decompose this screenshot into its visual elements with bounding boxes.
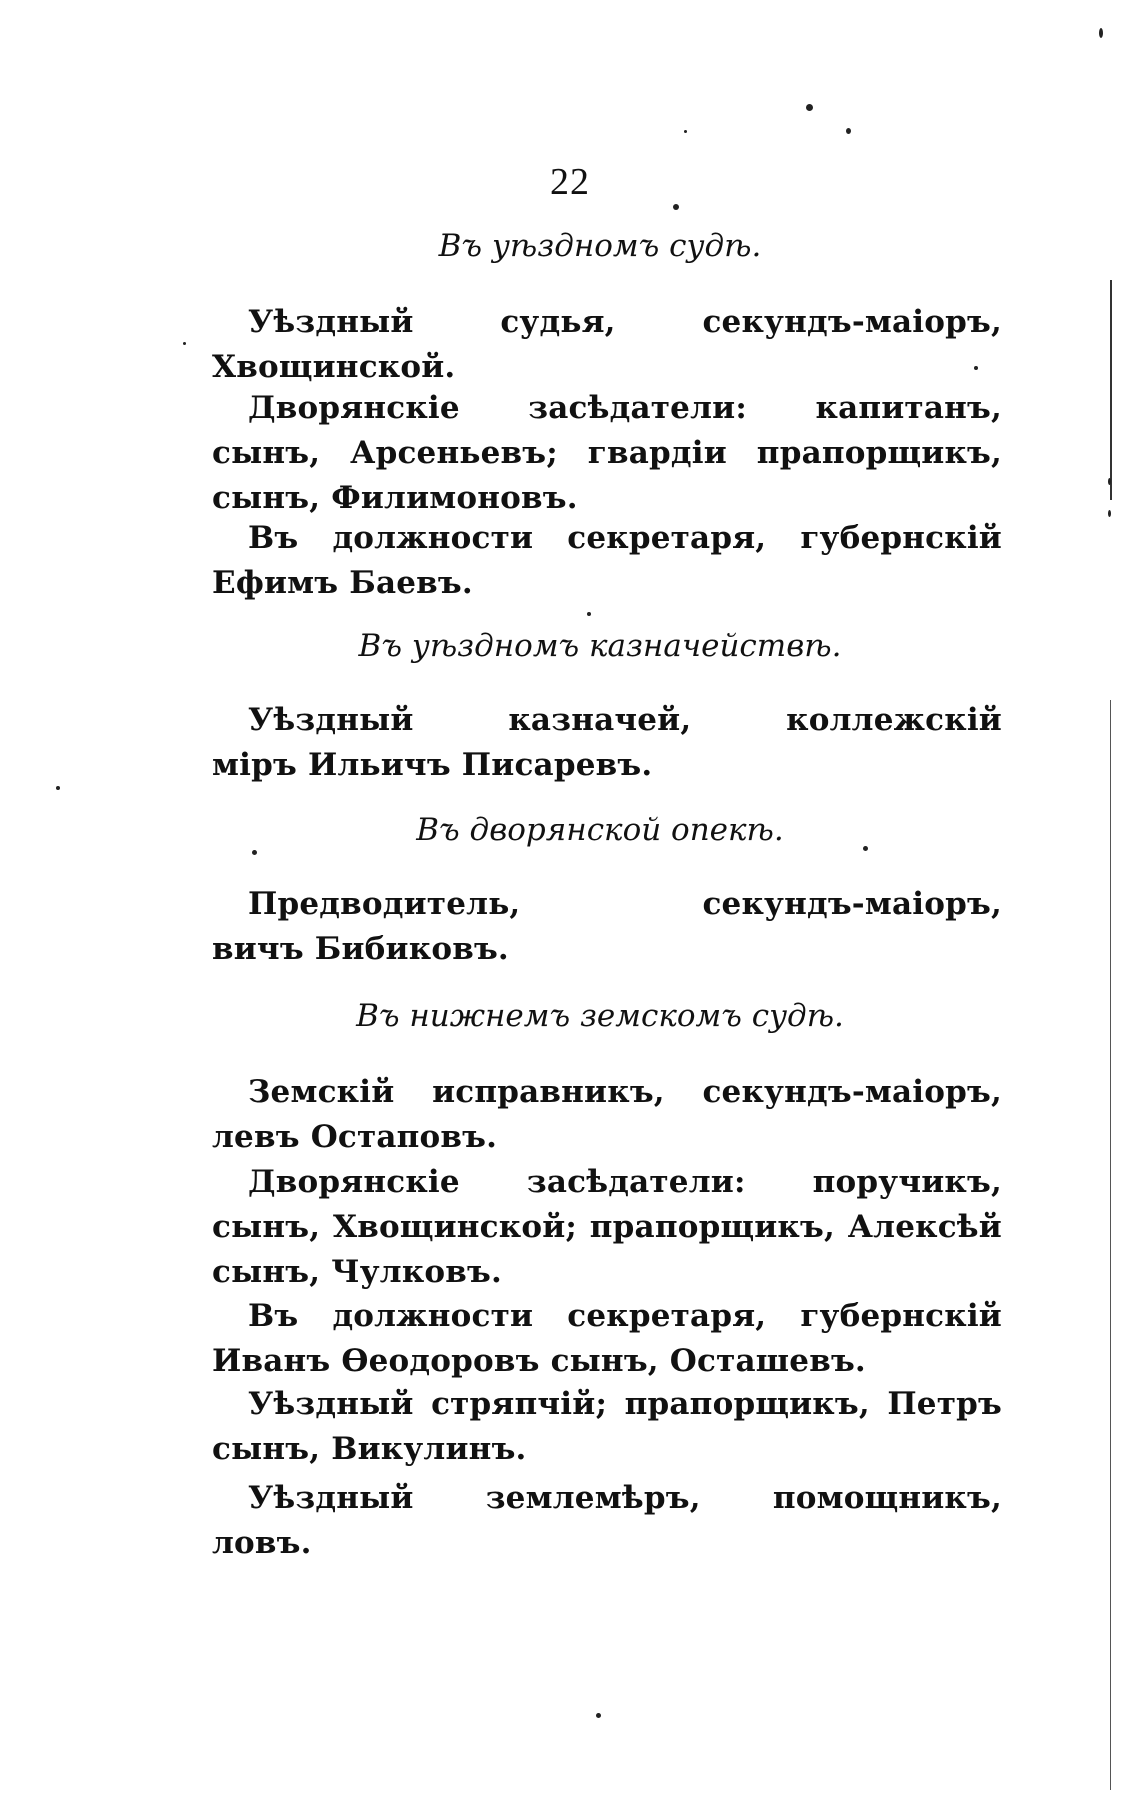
entry-line: левъ Остаповъ. — [212, 1119, 498, 1155]
entry-line: Въ должности секретаря, губернскій — [248, 520, 1002, 556]
entry-line: Въ должности секретаря, губернскій — [248, 1298, 1002, 1334]
entry-line: вичъ Бибиковъ. — [212, 931, 509, 967]
scan-speck — [846, 128, 851, 134]
entry-marshal — [212, 882, 1002, 972]
entry-line: Дворянскіе засѣдатели: поручикъ, — [248, 1164, 1002, 1200]
entry-line: Уѣздный стряпчій; прапорщикъ, Петръ — [248, 1386, 1002, 1422]
entry-line: міръ Ильичъ Писаревъ. — [212, 747, 653, 783]
entry-line: Ефимъ Баевъ. — [212, 565, 473, 601]
entry-treasurer — [212, 698, 1002, 788]
scan-speck — [1108, 478, 1111, 485]
binding-edge-mark — [1110, 280, 1112, 500]
entry-line: Уѣздный землемѣръ, помощникъ, — [248, 1480, 1002, 1516]
entry-line: Уѣздный судья, секундъ-маіоръ, — [248, 304, 1002, 340]
binding-edge-mark — [1110, 700, 1111, 1790]
scan-speck — [183, 342, 186, 345]
section-heading-lower-zemstvo-court: Въ нижнемъ земскомъ судѣ. — [356, 998, 844, 1034]
scan-speck — [587, 612, 591, 616]
scan-speck — [673, 204, 679, 210]
entry-line: сынъ, Филимоновъ. — [212, 480, 578, 516]
page-number: 22 — [550, 161, 590, 203]
scan-speck — [1108, 510, 1111, 517]
section-heading-district-treasury: Въ уѣздномъ казначействѣ. — [358, 628, 842, 664]
entry-line: сынъ, Арсеньевъ; гвардіи прапорщикъ, — [212, 435, 1002, 471]
entry-line: Иванъ Ѳеодоровъ сынъ, Осташевъ. — [212, 1343, 866, 1379]
entry-zemstvo-ispravnik — [212, 1070, 1002, 1160]
entry-secretary — [212, 516, 1002, 606]
entry-line: Дворянскіе засѣдатели: капитанъ, — [248, 390, 1002, 426]
entry-line: Предводитель, секундъ-маіоръ, — [248, 886, 1002, 922]
scan-speck — [974, 366, 978, 370]
entry-line: сынъ, Чулковъ. — [212, 1254, 502, 1290]
entry-district-attorney — [212, 1382, 1002, 1472]
entry-line: Уѣздный казначей, коллежскій — [248, 702, 1002, 738]
entry-zemstvo-assessors — [212, 1160, 1002, 1295]
scan-speck — [1099, 28, 1103, 38]
entry-zemstvo-secretary — [212, 1294, 1002, 1384]
scan-speck — [56, 786, 60, 790]
entry-land-surveyor — [212, 1476, 1002, 1566]
scan-speck — [596, 1713, 601, 1718]
scan-speck — [252, 850, 257, 855]
section-heading-noble-guardianship: Въ дворянской опекѣ. — [416, 812, 784, 848]
entry-district-judge — [212, 300, 1002, 390]
entry-line: Земскій исправникъ, секундъ-маіоръ, — [248, 1074, 1002, 1110]
entry-line: ловъ. — [212, 1525, 312, 1561]
scan-speck — [806, 104, 813, 111]
entry-line: сынъ, Хвощинской; прапорщикъ, Алексѣй — [212, 1209, 1002, 1245]
scan-speck — [684, 130, 687, 133]
section-heading-district-court: Въ уѣздномъ судѣ. — [438, 228, 762, 264]
scan-speck — [863, 846, 868, 851]
entry-line: сынъ, Викулинъ. — [212, 1431, 527, 1467]
entry-line: Хвощинской. — [212, 349, 456, 385]
entry-noble-assessors — [212, 386, 1002, 521]
